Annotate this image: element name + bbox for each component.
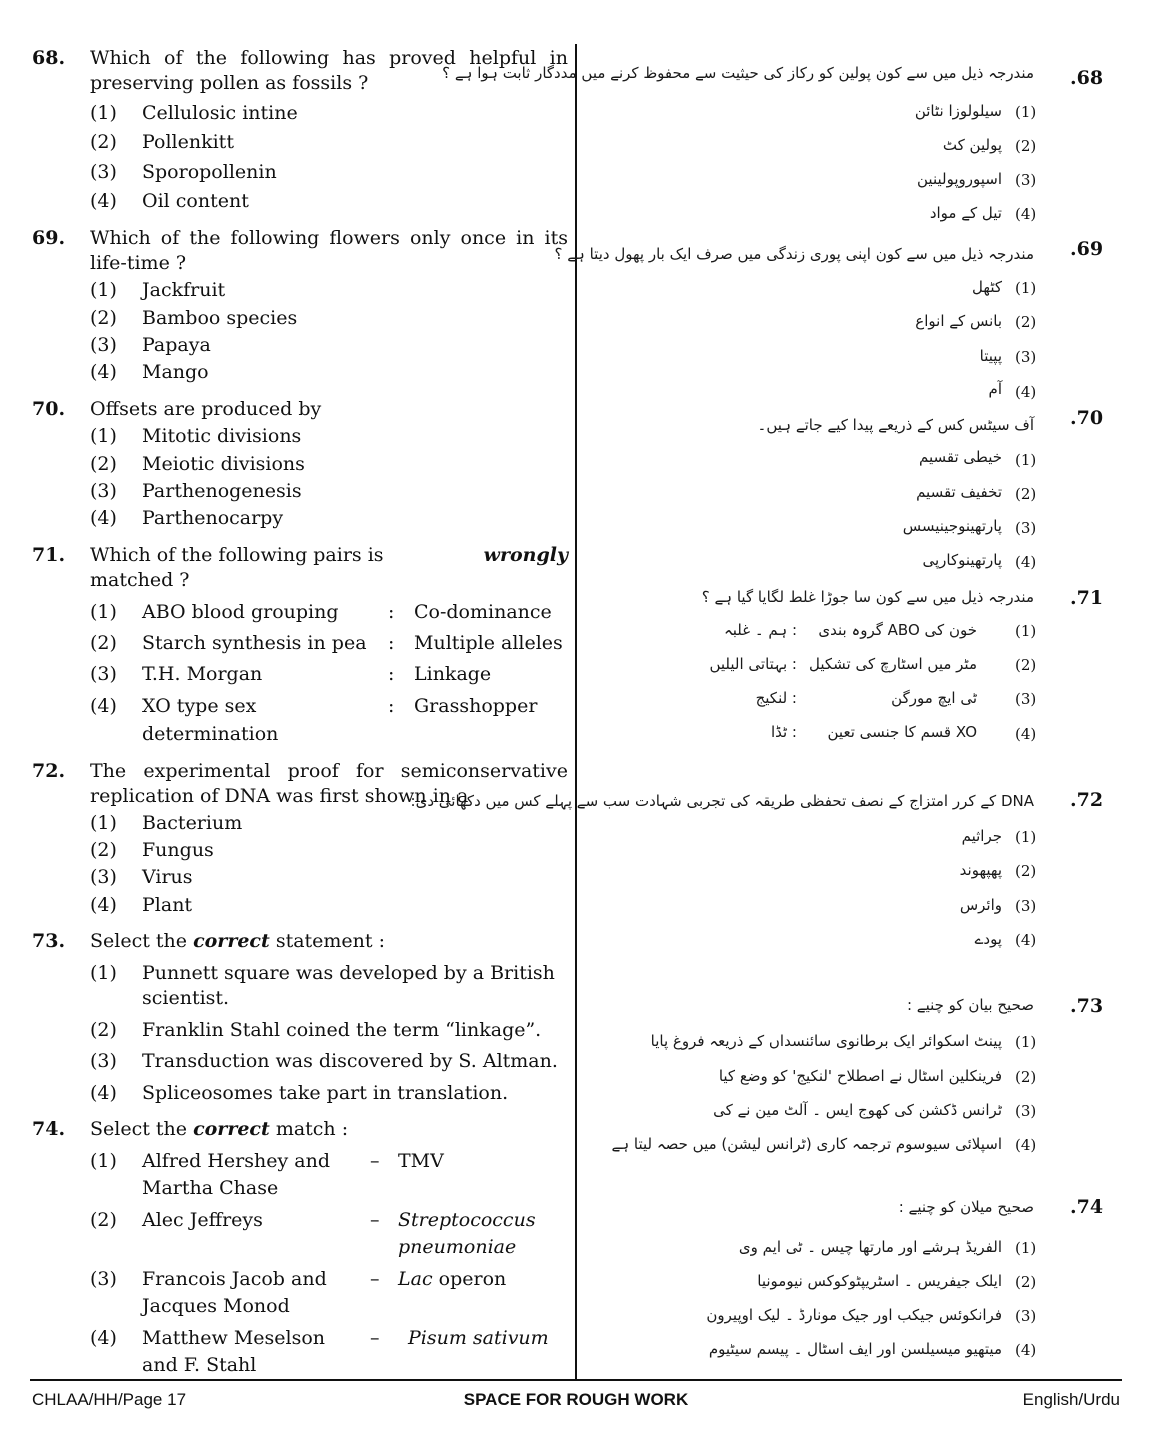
urdu-option-number: (2)	[1015, 1273, 1037, 1291]
urdu-question-text: صحیح بیان کو چنیے :	[906, 996, 1034, 1014]
option-right-plain: operon	[438, 1268, 507, 1290]
option-text: Sporopollenin	[142, 161, 277, 183]
urdu-option-number: (1)	[1015, 279, 1037, 297]
urdu-question-text: DNA کے کرر امتزاج کے نصف تحفظی طریقہ کی تجربی شہادت سب سے پہلے کس میں دکھائی دی:	[410, 792, 1034, 810]
option-text: Mitotic divisions	[142, 425, 302, 447]
question-text: Which of the following flowers only once in its life-time ?	[90, 227, 568, 274]
option-number: (4)	[90, 894, 117, 916]
urdu-option-number: (3)	[1015, 348, 1037, 366]
option-number: (1)	[90, 601, 117, 623]
option-text: Virus	[142, 866, 193, 888]
option-right: TMV	[398, 1150, 444, 1172]
urdu-option-text: فرینکلین اسٹال نے اصطلاح 'لنکیج' کو وضع کیا	[718, 1067, 1002, 1085]
option-right: Grasshopper	[414, 695, 538, 717]
option-left: Alec Jeffreys	[142, 1209, 263, 1231]
urdu-option-number: (1)	[1015, 828, 1037, 846]
option-text: Parthenocarpy	[142, 507, 284, 529]
urdu-option-left: مٹر میں اسٹارچ کی تشکیل	[808, 655, 977, 673]
option-number: (1)	[90, 812, 117, 834]
question-emphasis: wrongly	[483, 544, 568, 566]
urdu-option-text: پپیتا	[979, 347, 1002, 365]
option-number: (1)	[90, 102, 117, 124]
option-number: (4)	[90, 361, 117, 383]
urdu-option-text: ایلک جیفریس ۔ اسٹریپٹوکوکس نیومونیا	[757, 1272, 1002, 1290]
question-text-part: match :	[275, 1118, 349, 1140]
option-right-italic: Lac	[398, 1268, 433, 1290]
urdu-option-right: : ٹڈا	[770, 723, 797, 741]
question-text	[90, 1117, 568, 1142]
option-number: (2)	[90, 131, 117, 153]
question-text: The experimental proof for semiconservative replication of DNA was first shown in a	[90, 760, 568, 807]
footer-rough-work: SPACE FOR ROUGH WORK	[463, 1390, 689, 1409]
urdu-question-number: .72	[1070, 789, 1104, 811]
option-right: Linkage	[414, 663, 492, 685]
urdu-option-number: (3)	[1015, 519, 1037, 537]
urdu-option-number: (1)	[1015, 451, 1037, 469]
urdu-option-number: (3)	[1015, 897, 1037, 915]
urdu-option-number: (2)	[1015, 656, 1037, 674]
option-left-cont: determination	[142, 723, 279, 745]
option-number: (2)	[90, 307, 117, 329]
urdu-option-number: (4)	[1015, 205, 1037, 223]
urdu-option-text: پارتھینوجینیسس	[902, 517, 1002, 535]
urdu-option-text: بانس کے انواع	[915, 312, 1002, 330]
option-text: Transduction was discovered by S. Altman.	[142, 1050, 558, 1072]
urdu-question-text: آف سیٹس کس کے ذریعے پیدا کیے جاتے ہیں۔	[757, 416, 1034, 434]
option-separator: :	[388, 663, 395, 685]
option-left: XO type sex	[142, 695, 257, 717]
option-separator: –	[370, 1209, 380, 1231]
option-number: (1)	[90, 425, 117, 447]
option-number: (4)	[90, 190, 117, 212]
question-text-part: matched ?	[90, 569, 190, 591]
urdu-option-text: پھپھوند	[959, 861, 1002, 879]
urdu-question-number: .71	[1070, 587, 1104, 609]
question-text: Which of the following has proved helpful in preserving pollen as fossils ?	[90, 47, 568, 94]
urdu-question-number: .69	[1070, 238, 1104, 260]
urdu-option-number: (4)	[1015, 1136, 1037, 1154]
urdu-option-text: فرانکوئس جیکب اور جیک مونارڈ ۔ لیک اوپیرون	[706, 1306, 1002, 1324]
question-number: 73.	[32, 930, 66, 952]
option-text: Papaya	[142, 334, 211, 356]
urdu-question-number: .74	[1070, 1196, 1104, 1218]
option-text: Bacterium	[142, 812, 243, 834]
option-number: (3)	[90, 161, 117, 183]
option-number: (3)	[90, 480, 117, 502]
question-number: 74.	[32, 1118, 66, 1140]
question-emphasis: correct	[193, 1118, 270, 1140]
option-right-cont: pneumoniae	[398, 1236, 517, 1258]
urdu-option-right: : بہتاتی الیلیں	[709, 655, 797, 673]
urdu-option-text: اسپوروپولینین	[917, 170, 1002, 188]
urdu-option-text: پینٹ اسکوائر ایک برطانوی سائنسداں کے ذریعہ فروغ پایا	[650, 1032, 1002, 1050]
option-right: Pisum sativum	[408, 1327, 549, 1349]
option-separator: :	[388, 695, 395, 717]
option-left: Matthew Meselson	[142, 1327, 326, 1349]
option-right: Multiple alleles	[414, 632, 563, 654]
option-number: (3)	[90, 1268, 117, 1290]
question-text-part: Select the	[90, 930, 188, 952]
urdu-option-number: (2)	[1015, 862, 1037, 880]
urdu-question-number: .73	[1070, 995, 1104, 1017]
urdu-option-left: ٹی ایچ مورگن	[891, 689, 977, 707]
option-separator: –	[370, 1268, 380, 1290]
urdu-option-right: : ہم ۔ غلبہ	[723, 621, 797, 639]
urdu-option-text: تخفیف تقسیم	[916, 483, 1002, 501]
option-number: (1)	[90, 279, 117, 301]
urdu-option-text: میتھیو میسیلسن اور ایف اسٹال ۔ پیسم سیٹیوم	[708, 1340, 1002, 1358]
urdu-option-number: (2)	[1015, 137, 1037, 155]
urdu-option-number: (4)	[1015, 725, 1037, 743]
option-number: (3)	[90, 1050, 117, 1072]
urdu-option-number: (3)	[1015, 1102, 1037, 1120]
option-left: ABO blood grouping	[142, 601, 339, 623]
urdu-option-right: : لنکیج	[755, 689, 797, 707]
urdu-option-number: (4)	[1015, 383, 1037, 401]
option-number: (2)	[90, 1209, 117, 1231]
footer-language: English/Urdu	[1022, 1390, 1120, 1409]
option-text: Pollenkitt	[142, 131, 234, 153]
option-number: (2)	[90, 1019, 117, 1041]
option-text-cont: scientist.	[142, 987, 230, 1009]
footer-page-code: CHLAA/HH/Page 17	[32, 1390, 187, 1409]
urdu-option-number: (2)	[1015, 313, 1037, 331]
option-text: Oil content	[142, 190, 249, 212]
option-number: (3)	[90, 334, 117, 356]
urdu-option-left: XO قسم کا جنسی تعین	[827, 723, 977, 741]
option-left: Alfred Hershey and	[142, 1150, 330, 1172]
question-number: 70.	[32, 398, 66, 420]
urdu-option-number: (1)	[1015, 1033, 1037, 1051]
option-number: (2)	[90, 453, 117, 475]
question-text-part: statement :	[275, 930, 385, 952]
question-number: 68.	[32, 47, 66, 69]
option-number: (4)	[90, 1327, 117, 1349]
option-left-cont: Jacques Monod	[142, 1295, 290, 1317]
urdu-option-number: (4)	[1015, 553, 1037, 571]
option-left: T.H. Morgan	[142, 663, 263, 685]
option-text: Franklin Stahl coined the term “linkage”.	[142, 1019, 542, 1041]
option-text: Punnett square was developed by a British	[142, 962, 555, 984]
urdu-option-number: (3)	[1015, 1307, 1037, 1325]
urdu-question-text: مندرجہ ذیل میں سے کون پولین کو رکاز کی حیثیت سے محفوظ کرنے میں مددگار ثابت ہوا ہے ؟	[442, 64, 1034, 82]
urdu-option-text: وائرس	[959, 896, 1002, 914]
option-number: (2)	[90, 839, 117, 861]
urdu-question-text: صحیح میلان کو چنیے :	[898, 1198, 1034, 1216]
option-left: Starch synthesis in pea	[142, 632, 367, 654]
urdu-option-number: (1)	[1015, 103, 1037, 121]
urdu-option-number: (1)	[1015, 1239, 1037, 1257]
question-number: 69.	[32, 227, 66, 249]
option-number: (4)	[90, 1082, 117, 1104]
option-number: (1)	[90, 962, 117, 984]
option-right: Streptococcus	[398, 1209, 536, 1231]
option-number: (4)	[90, 507, 117, 529]
urdu-question-number: .68	[1070, 67, 1104, 89]
question-text: Offsets are produced by	[90, 398, 322, 420]
option-number: (1)	[90, 1150, 117, 1172]
question-text	[90, 929, 568, 954]
option-separator: –	[370, 1150, 380, 1172]
urdu-option-number: (2)	[1015, 485, 1037, 503]
urdu-option-text: ٹرانس ڈکشن کی کھوج ایس ۔ آلٹ مین نے کی	[713, 1101, 1002, 1119]
option-text: Plant	[142, 894, 193, 916]
urdu-option-number: (4)	[1015, 1341, 1037, 1359]
option-text: Bamboo species	[142, 307, 298, 329]
option-number: (2)	[90, 632, 117, 654]
option-separator: –	[370, 1327, 380, 1349]
urdu-option-text: جراثیم	[961, 827, 1002, 845]
urdu-option-number: (2)	[1015, 1068, 1037, 1086]
urdu-question-text: مندرجہ ذیل میں سے کون اپنی پوری زندگی میں صرف ایک بار پھول دیتا ہے ؟	[554, 245, 1034, 263]
option-left: Francois Jacob and	[142, 1268, 327, 1290]
option-text: Fungus	[142, 839, 214, 861]
question-text	[90, 543, 568, 593]
question-number: 72.	[32, 760, 66, 782]
option-separator: :	[388, 632, 395, 654]
option-text: Cellulosic intine	[142, 102, 298, 124]
urdu-option-text: آم	[988, 380, 1002, 398]
option-text: Parthenogenesis	[142, 480, 302, 502]
option-text: Meiotic divisions	[142, 453, 305, 475]
option-text: Mango	[142, 361, 209, 383]
question-text-part: Select the	[90, 1118, 188, 1140]
urdu-question-text: مندرجہ ذیل میں سے کون سا جوڑا غلط لگایا گیا ہے ؟	[701, 588, 1034, 606]
option-number: (4)	[90, 695, 117, 717]
urdu-option-text: تیل کے مواد	[929, 204, 1002, 222]
urdu-option-number: (3)	[1015, 171, 1037, 189]
option-text: Spliceosomes take part in translation.	[142, 1082, 509, 1104]
urdu-question-number: .70	[1070, 407, 1104, 429]
option-right: Co-dominance	[414, 601, 552, 623]
option-left-cont: and F. Stahl	[142, 1354, 257, 1376]
urdu-option-text: الفریڈ ہرشے اور مارتھا چیس ۔ ٹی ایم وی	[738, 1238, 1002, 1256]
urdu-option-text: کٹھل	[972, 278, 1002, 296]
urdu-option-text: خیطی تقسیم	[918, 448, 1002, 466]
option-left-cont: Martha Chase	[142, 1177, 279, 1199]
urdu-option-text: اسپلائی سیوسوم ترجمہ کاری (ٹرانس لیشن) میں حصہ لیتا ہے	[611, 1135, 1002, 1153]
english-column	[0, 0, 575, 1380]
question-number: 71.	[32, 544, 66, 566]
urdu-option-text: پودے	[974, 930, 1002, 948]
question-text-part: Which of the following pairs is	[90, 544, 384, 566]
question-emphasis: correct	[193, 930, 270, 952]
option-text: Jackfruit	[142, 279, 226, 301]
urdu-option-text: پولین کٹ	[942, 136, 1002, 154]
urdu-option-text: سیلولوزا نٹائن	[914, 102, 1002, 120]
option-number: (3)	[90, 663, 117, 685]
option-right	[398, 1267, 506, 1292]
option-number: (3)	[90, 866, 117, 888]
urdu-option-number: (4)	[1015, 931, 1037, 949]
urdu-option-number: (1)	[1015, 622, 1037, 640]
urdu-option-left: خون کی ABO گروہ بندی	[818, 621, 977, 639]
option-separator: :	[388, 601, 395, 623]
urdu-option-text: پارتھینوکارپی	[922, 551, 1002, 569]
urdu-option-number: (3)	[1015, 690, 1037, 708]
